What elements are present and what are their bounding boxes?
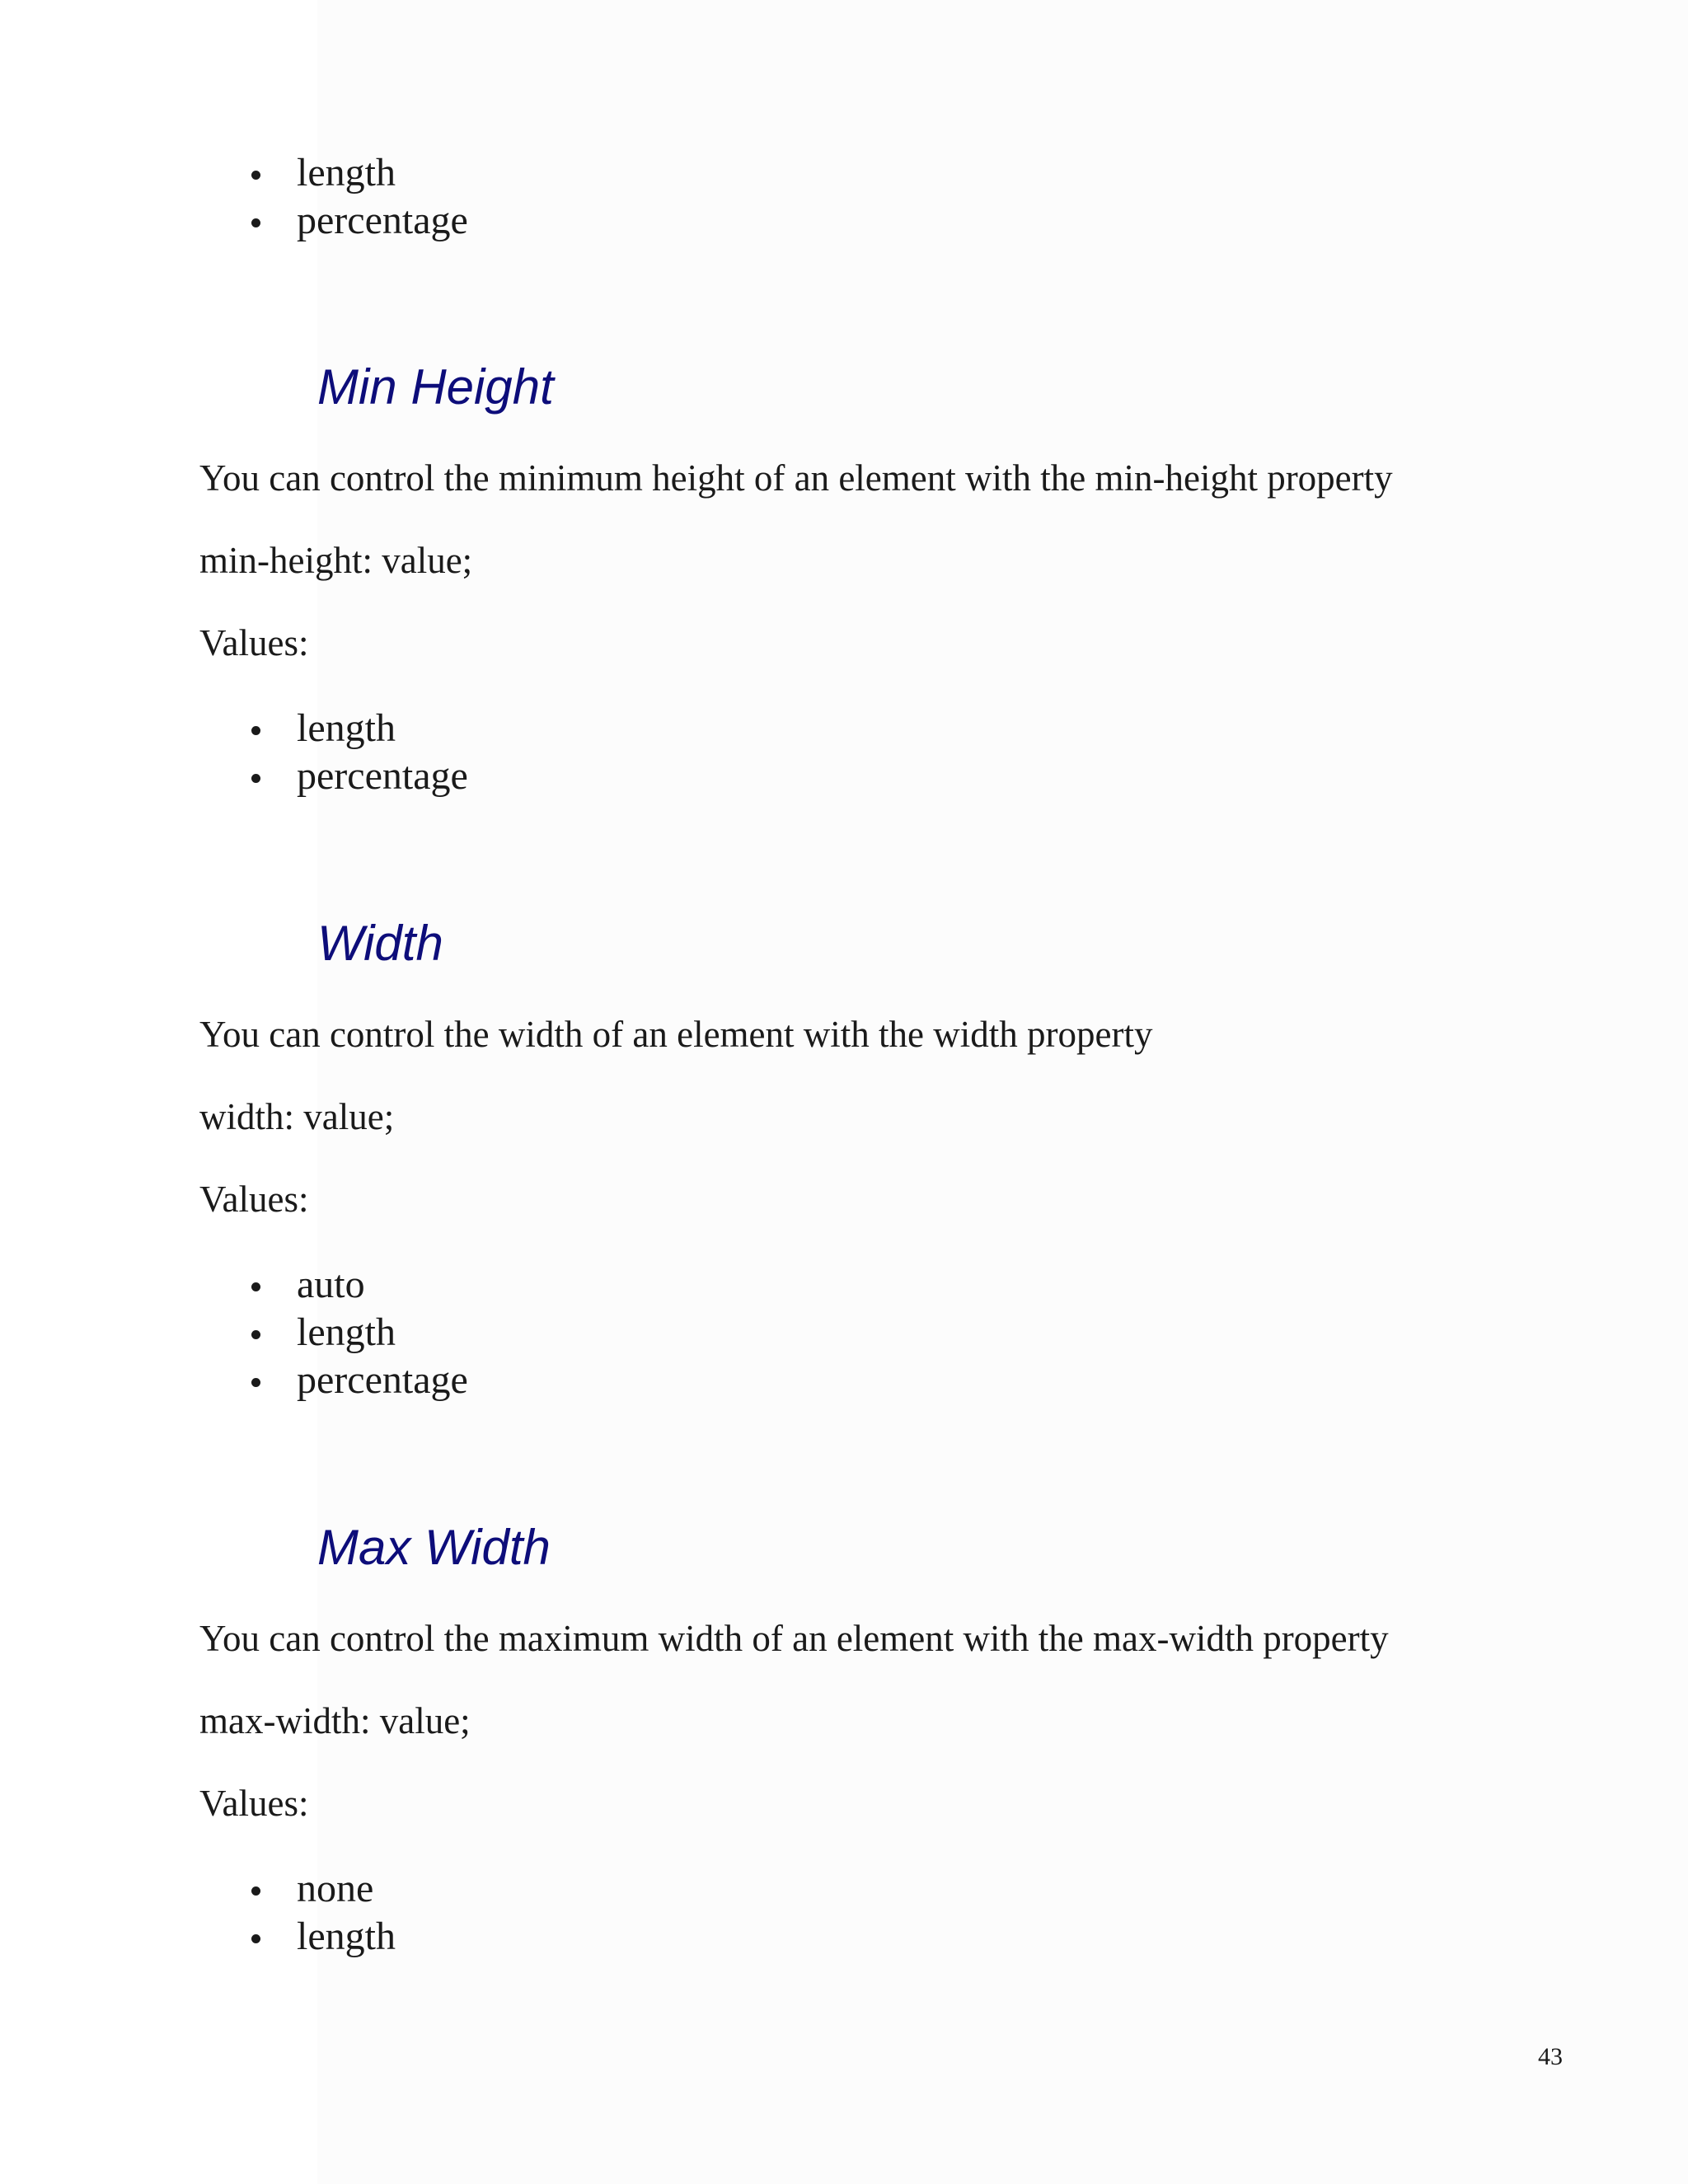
bullet-icon (251, 726, 260, 735)
list-item-text: auto (297, 1263, 365, 1306)
list-item-text: length (297, 1310, 396, 1354)
bullet-icon (251, 1886, 260, 1896)
list-item (297, 1261, 365, 1309)
section-description: You can control the width of an element with the width property (199, 1014, 1153, 1055)
list-item-text: percentage (297, 754, 468, 798)
section-heading-width: Width (317, 916, 443, 971)
section-heading-min-height: Min Height (317, 359, 554, 415)
list-item-text: percentage (297, 1358, 468, 1402)
bullet-icon (251, 774, 260, 783)
list-item-text: none (297, 1867, 374, 1910)
list-item-text: length (297, 1915, 396, 1958)
list-item (297, 1865, 373, 1913)
bullet-icon (251, 1378, 260, 1387)
section-description: You can control the minimum height of an element with the min-height property (199, 457, 1393, 499)
section-description: You can control the maximum width of an element with the max-width property (199, 1618, 1389, 1659)
values-label: Values: (199, 622, 309, 663)
list-item (297, 752, 468, 800)
bullet-icon (251, 218, 260, 227)
list-item-text: percentage (297, 199, 468, 242)
page-background-shade (317, 0, 1688, 2184)
list-item (297, 149, 396, 197)
bullet-icon (251, 171, 260, 180)
list-item (297, 1309, 396, 1357)
values-label: Values: (199, 1179, 309, 1220)
syntax-line: min-height: value; (199, 540, 473, 581)
bullet-icon (251, 1282, 260, 1291)
page-number: 43 (1538, 2043, 1563, 2070)
values-label: Values: (199, 1783, 309, 1824)
list-item (297, 197, 468, 245)
list-item (297, 705, 396, 752)
bullet-icon (251, 1934, 260, 1943)
list-item-text: length (297, 151, 396, 194)
section-heading-max-width: Max Width (317, 1520, 551, 1575)
list-item-text: length (297, 706, 396, 750)
syntax-line: max-width: value; (199, 1700, 471, 1741)
list-item (297, 1913, 396, 1961)
syntax-line: width: value; (199, 1096, 395, 1137)
list-item (297, 1357, 468, 1404)
bullet-icon (251, 1330, 260, 1339)
